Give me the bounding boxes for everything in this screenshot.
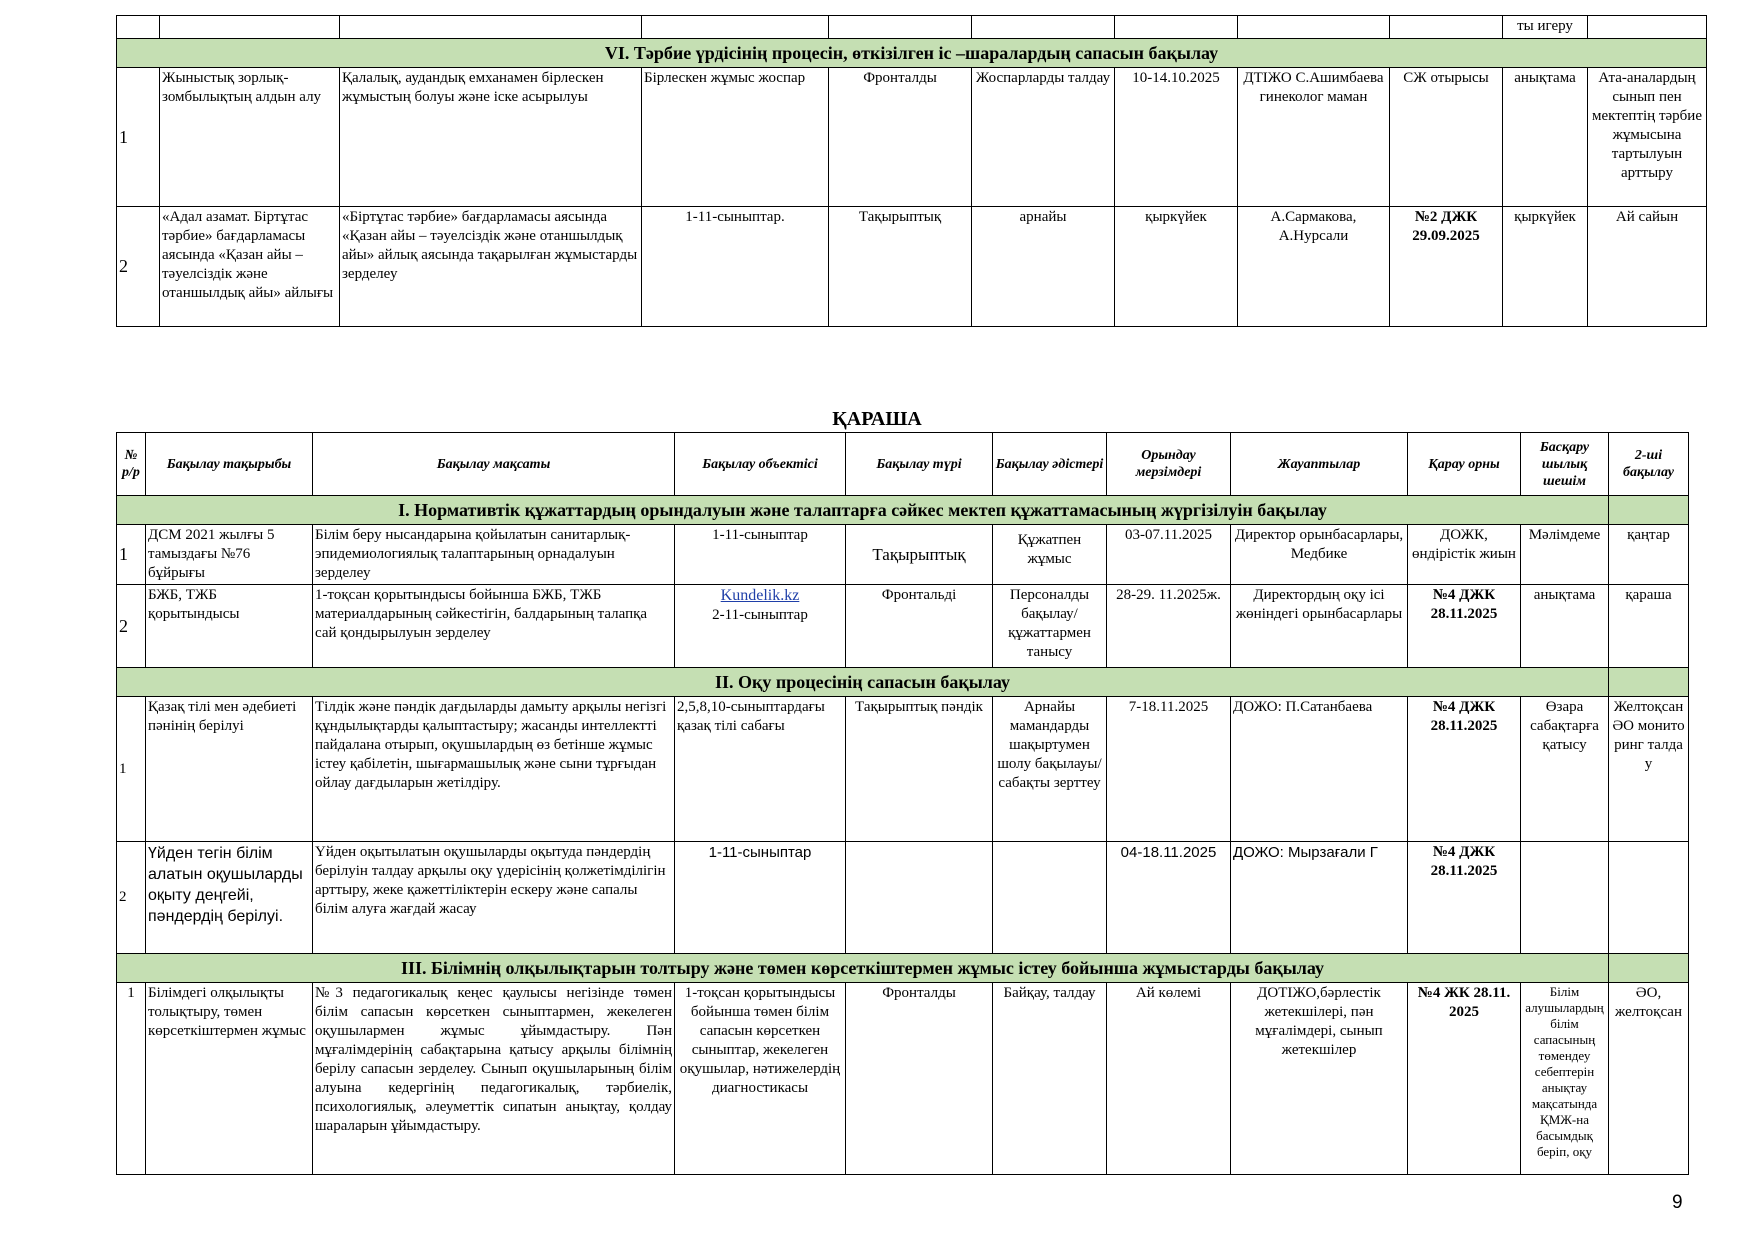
table-cell: №4 ДЖК 28.11.2025 xyxy=(1408,842,1521,954)
table-row xyxy=(117,68,1707,207)
table-cell: Ай сайын xyxy=(1588,207,1707,327)
table-cell: СЖ отырысы xyxy=(1390,68,1503,207)
table-cell: арнайы xyxy=(972,207,1115,327)
table-cell: «Біртұтас тәрбие» бағдарламасы аясында «Қазан айы – тәуелсіздік және отаншылдық айы» айлық аясында тақарылған жұмыстарды зерделеу xyxy=(340,207,642,327)
table-row xyxy=(117,697,1689,842)
column-header: Бақылау тақырыбы xyxy=(146,433,313,496)
table-cell: 1 xyxy=(117,697,146,842)
table-cell xyxy=(993,842,1107,954)
table-cell: №2 ДЖК 29.09.2025 xyxy=(1390,207,1503,327)
table-cell: Фронталды xyxy=(829,68,972,207)
table-cell: қыркүйек xyxy=(1115,207,1238,327)
table-cell: Ата-аналардың сынып пен мектептің тәрбие жұмысына тартылуын арттыру xyxy=(1588,68,1707,207)
table-cell: Мәлімдеме xyxy=(1521,525,1609,585)
table-cell: Тақырыптық xyxy=(846,525,993,585)
table-cell: 1-11-сыныптар. xyxy=(642,207,829,327)
table-cell: 04-18.11.2025 xyxy=(1107,842,1231,954)
table-cell: «Адал азамат. Біртұтас тәрбие» бағдарламасы аясында «Қазан айы – тәуелсіздік және отаншылдық айы» айлығы xyxy=(160,207,340,327)
table-cell: анықтама xyxy=(1503,68,1588,207)
section-heading-i: І. Нормативтік құжаттардың орындалуын және талаптарға сәйкес мектеп құжаттамасының жүргізілуін бақылау xyxy=(117,496,1609,525)
column-header: № р/р xyxy=(117,433,146,496)
table-cell: Тақырыптық пәндік xyxy=(846,697,993,842)
table-cell: ӘО, желтоқсан xyxy=(1609,983,1689,1175)
table-row xyxy=(117,842,1689,954)
table-row xyxy=(117,16,1707,39)
table-cell: Фронталды xyxy=(846,983,993,1175)
table-row xyxy=(117,207,1707,327)
table-row xyxy=(117,525,1689,585)
column-header: Бақылау әдістері xyxy=(993,433,1107,496)
table-cell: 2 xyxy=(117,585,146,668)
table-cell xyxy=(1609,842,1689,954)
table-cell: №3 педагогикалық кеңес қаулысы негізінде төмен білім сапасын көрсеткен сыныптармен, жекелеген оқушылармен жұмыс ұйымдастыру. Пән мұғалімдерінің сабақтарына қатысу арқылы білімнің берілу сапасын зерделеу. Сынып оқушыларының білім алуына кедергінің педагогикалық, тәрбиелік, психологиялық, әлеуметтік сипатын анықтау, қолдау шараларын ұйымдастыру. xyxy=(313,983,675,1175)
table-cell: 1-11-сыныптар xyxy=(675,842,846,954)
table-cell: қаңтар xyxy=(1609,525,1689,585)
table-cell: Байқау, талдау xyxy=(993,983,1107,1175)
table-cell: БЖБ, ТЖБ қорытындысы xyxy=(146,585,313,668)
table-row: 2 БЖБ, ТЖБ қорытындысы 1-тоқсан қорытындысы бойынша БЖБ, ТЖБ материалдарының сәйкестігін, балдарының талапқа сай қондырылуын зерделеу Kundelik.kz 2-11-сыныптар Фронтальді Персоналды бақылау/ құжаттармен танысу 28-29. 11.2025ж. Директордың оқу ісі жөніндегі орынбасарлары №4 ДЖК 28.11.2025 анықтама қараша xyxy=(117,585,1689,668)
table-cell: Білімдегі олқылықты толықтыру, төмен көрсеткіштермен жұмыс xyxy=(146,983,313,1175)
table-cell: Қалалық, аудандық емханамен бірлескен жұмыстың болуы және іске асырылуы xyxy=(340,68,642,207)
table-cell: 10-14.10.2025 xyxy=(1115,68,1238,207)
table-tarbie-control xyxy=(116,15,1707,327)
table-cell xyxy=(1521,842,1609,954)
table-cell: 1 xyxy=(117,68,160,207)
table-cell: Персоналды бақылау/ құжаттармен танысу xyxy=(993,585,1107,668)
section-heading-iii: ІІІ. Білімнің олқылықтарын толтыру және төмен көрсеткіштермен жұмыс істеу бойынша жұмыстарды бақылау xyxy=(117,954,1609,983)
column-header: Бақылау мақсаты xyxy=(313,433,675,496)
table-row xyxy=(117,983,1689,1175)
table-cell: №4 ЖК 28.11. 2025 xyxy=(1408,983,1521,1175)
column-header: Бақылау түрі xyxy=(846,433,993,496)
table-cell: Өзара сабақтарға қатысу xyxy=(1521,697,1609,842)
table-cell: Қазақ тілі мен әдебиеті пәнінің берілуі xyxy=(146,697,313,842)
table-cell: Білім беру нысандарына қойылатын санитарлық-эпидемиологиялық талаптарының орнадалуын зерделеу xyxy=(313,525,675,585)
table-cell: 2 xyxy=(117,207,160,327)
table-cell xyxy=(846,842,993,954)
table-november-control xyxy=(116,432,1689,1175)
page-number: 9 xyxy=(1672,1192,1683,1213)
column-header: Басқару шылық шешім xyxy=(1521,433,1609,496)
table-cell: 1-11-сыныптар xyxy=(675,525,846,585)
table-cell: А.Сармакова, А.Нурсали xyxy=(1238,207,1390,327)
table-cell: 1 xyxy=(117,983,146,1175)
table-cell: 7-18.11.2025 xyxy=(1107,697,1231,842)
table-cell: Тақырыптық xyxy=(829,207,972,327)
table-cell: Директордың оқу ісі жөніндегі орынбасарлары xyxy=(1231,585,1408,668)
table-cell: ДОЖО: П.Сатанбаева xyxy=(1231,697,1408,842)
table-cell: Құжатпен жұмыс xyxy=(993,525,1107,585)
table-cell: 2,5,8,10-сыныптардағы қазақ тілі сабағы xyxy=(675,697,846,842)
column-header: Бақылау объектісі xyxy=(675,433,846,496)
table-cell: №4 ДЖК 28.11.2025 xyxy=(1408,697,1521,842)
table-cell: 2 xyxy=(117,842,146,954)
table-cell: Үйден тегін білім алатын оқушыларды оқыту деңгейі, пәндердің берілуі. xyxy=(146,842,313,954)
table-cell: Жоспарларды талдау xyxy=(972,68,1115,207)
kundelik-link[interactable]: Kundelik.kz xyxy=(720,587,800,604)
table-cell: ДСМ 2021 жылғы 5 тамыздағы №76 бұйрығы xyxy=(146,525,313,585)
table-cell: ДОЖО: Мырзағали Г xyxy=(1231,842,1408,954)
column-header: Қарау орны xyxy=(1408,433,1521,496)
table-cell: ДТІЖО С.Ашимбаева гинеколог маман xyxy=(1238,68,1390,207)
column-header: Орындау мерзімдері xyxy=(1107,433,1231,496)
table-cell: қараша xyxy=(1609,585,1689,668)
table-cell: ДОТІЖО,бәрлестік жетекшілері, пән мұғалімдері, сынып жетекшілер xyxy=(1231,983,1408,1175)
table-cell: Желтоқсан ӘО мониторинг талдау xyxy=(1609,697,1689,842)
section-heading-vi: VI. Тәрбие үрдісінің процесін, өткізілген іс –шаралардың сапасын бақылау xyxy=(117,39,1707,68)
table-cell: Директор орынбасарлары, Медбике xyxy=(1231,525,1408,585)
table-cell: Білім алушылардың білім сапасының төмендеу себептерін анықтау мақсатында ҚМЖ-на басымдық беріп, оқу xyxy=(1521,983,1609,1175)
table-cell: Ай көлемі xyxy=(1107,983,1231,1175)
table-cell: 03-07.11.2025 xyxy=(1107,525,1231,585)
cell-text: ты игеру xyxy=(1503,16,1588,39)
table-cell: Үйден оқытылатын оқушыларды оқытуда пәндердің берілуін талдау арқылы оқу үдерісінің қолжетімділігін арттыру, жеке қажеттіліктерін ескеру және сапалы білім алуға жағдай жасау xyxy=(313,842,675,954)
table-cell: Арнайы мамандарды шақыртумен шолу бақылауы/ сабақты зерттеу xyxy=(993,697,1107,842)
table-cell: қыркүйек xyxy=(1503,207,1588,327)
table-header-row xyxy=(117,433,1689,496)
table-cell: ДОЖК, өндірістік жиын xyxy=(1408,525,1521,585)
table-cell: анықтама xyxy=(1521,585,1609,668)
table-cell: 1-тоқсан қорытындысы бойынша БЖБ, ТЖБ материалдарының сәйкестігін, балдарының талапқа сай қондырылуын зерделеу xyxy=(313,585,675,668)
table-cell: 1 xyxy=(117,525,146,585)
table-cell: 1-тоқсан қорытындысы бойынша төмен білім сапасын көрсеткен сыныптар, жекелеген оқушылар, нәтижелердің диагностикасы xyxy=(675,983,846,1175)
table-cell: 28-29. 11.2025ж. xyxy=(1107,585,1231,668)
table-cell: Тілдік және пәндік дағдыларды дамыту арқылы негізгі құндылықтарды қалыптастыру; жасанды интеллектті пайдалана отырып, оқушылардың өз бетінше жұмыс істеу қабілетін, шығармашылық және сыни тұрғыдан ойлау дағдыларын жетілдіру. xyxy=(313,697,675,842)
column-header: 2-ші бақылау xyxy=(1609,433,1689,496)
column-header: Жауаптылар xyxy=(1231,433,1408,496)
table-cell: Фронтальді xyxy=(846,585,993,668)
section-heading-ii: ІІ. Оқу процесінің сапасын бақылау xyxy=(117,668,1609,697)
table-cell: №4 ДЖК 28.11.2025 xyxy=(1408,585,1521,668)
month-title: ҚАРАША xyxy=(832,408,922,430)
table-cell: Бірлескен жұмыс жоспар xyxy=(642,68,829,207)
table-cell: Жыныстық зорлық-зомбылықтың алдын алу xyxy=(160,68,340,207)
